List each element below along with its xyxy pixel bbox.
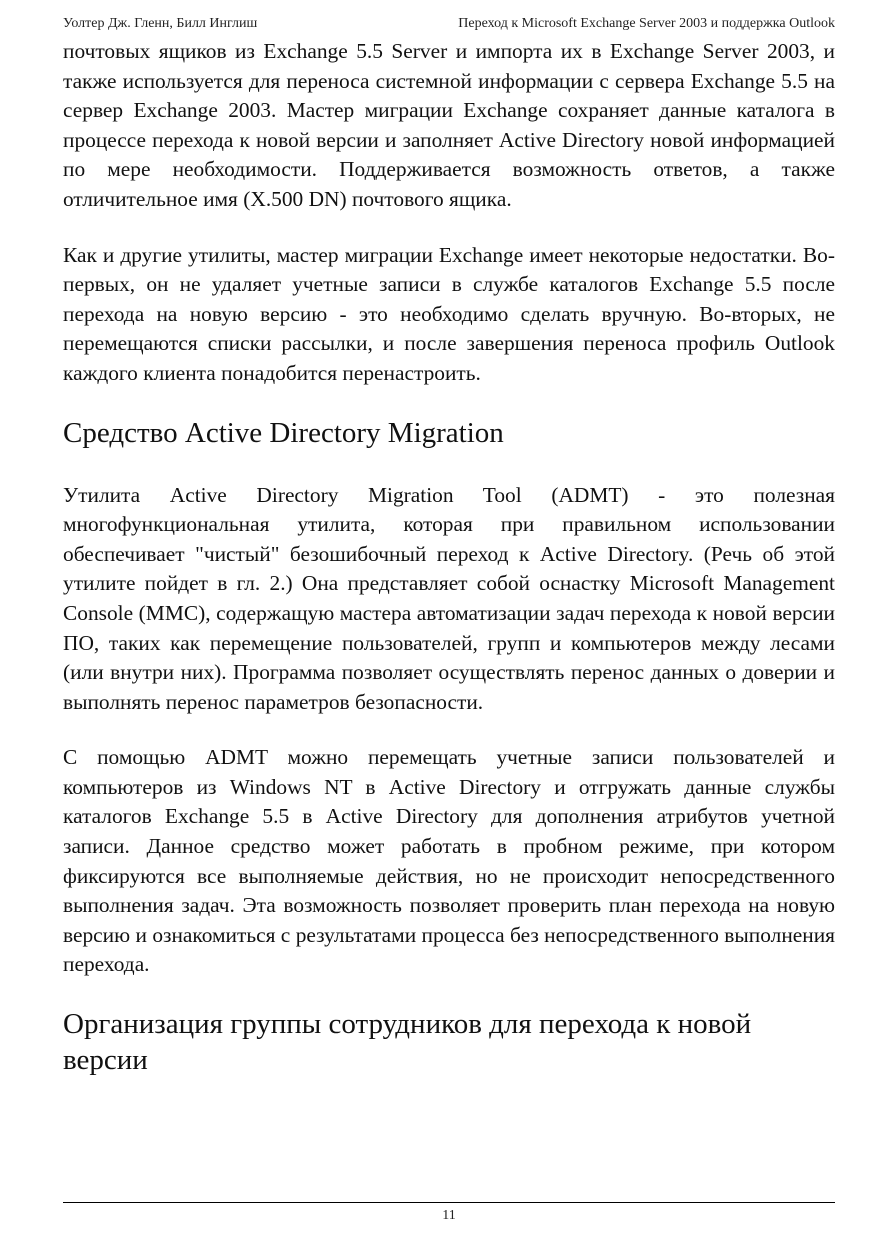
header-authors: Уолтер Дж. Гленн, Билл Инглиш xyxy=(63,16,258,31)
page-content xyxy=(63,37,835,1078)
body-paragraph: Как и другие утилиты, мастер миграции Exchange имеет некоторые недостатки. Во-первых, он не удаляет учетные записи в службе каталогов Exchange 5.5 после перехода на новую версию - это необходимо сделать вручную. Во-вторых, не перемещаются списки рассылки, и после завершения переноса профиль Outlook каждого клиента понадобится перенастроить. xyxy=(63,242,835,385)
body-paragraph: почтовых ящиков из Exchange 5.5 Server и импорта их в Exchange Server 2003, и также используется для переноса системной информации с сервера Exchange 5.5 на сервер Exchange 2003. Мастер миграции Exchange сохраняет данные каталога в процессе перехода к новой версии и заполняет Active Directory новой информацией по мере необходимости. Поддерживается возможность ответов, а также отличительное имя (X.500 DN) почтового ящика. xyxy=(63,39,835,211)
section-heading-team: Организация группы сотрудников для перехода к новой версии xyxy=(63,1008,752,1077)
page-number: 11 xyxy=(442,1208,456,1223)
body-paragraph: С помощью ADMT можно перемещать учетные записи пользователей и компьютеров из Windows NT в Active Directory и отгружать данные службы каталогов Exchange 5.5 в Active Directory для дополнения атрибутов учетной записи. Данное средство может работать в пробном режиме, при котором фиксируются все выполняемые действия, но не происходит непосредственного выполнения задач. Эта возможность позволяет проверить план перехода на новую версию и ознакомиться с результатами процесса без непосредственного выполнения перехода. xyxy=(63,745,835,977)
page-header xyxy=(63,15,835,33)
page-footer xyxy=(63,1202,835,1225)
header-book-title: Переход к Microsoft Exchange Server 2003 и поддержка Outlook xyxy=(458,16,835,31)
section-heading-admt: Средство Active Directory Migration xyxy=(63,416,504,449)
body-paragraph: Утилита Active Directory Migration Tool (ADMT) - это полезная многофункциональная утилита, которая при правильном использовании обеспечивает "чистый" безошибочный переход к Active Directory. (Речь об этой утилите пойдет в гл. 2.) Она представляет собой оснастку Microsoft Management Console (MMC), содержащую мастера автоматизации задач перехода к новой версии ПО, таких как перемещение пользователей, групп и компьютеров между лесами (или внутри них). Программа позволяет осуществлять перенос данных о доверии и выполнять перенос параметров безопасности. xyxy=(63,482,835,714)
